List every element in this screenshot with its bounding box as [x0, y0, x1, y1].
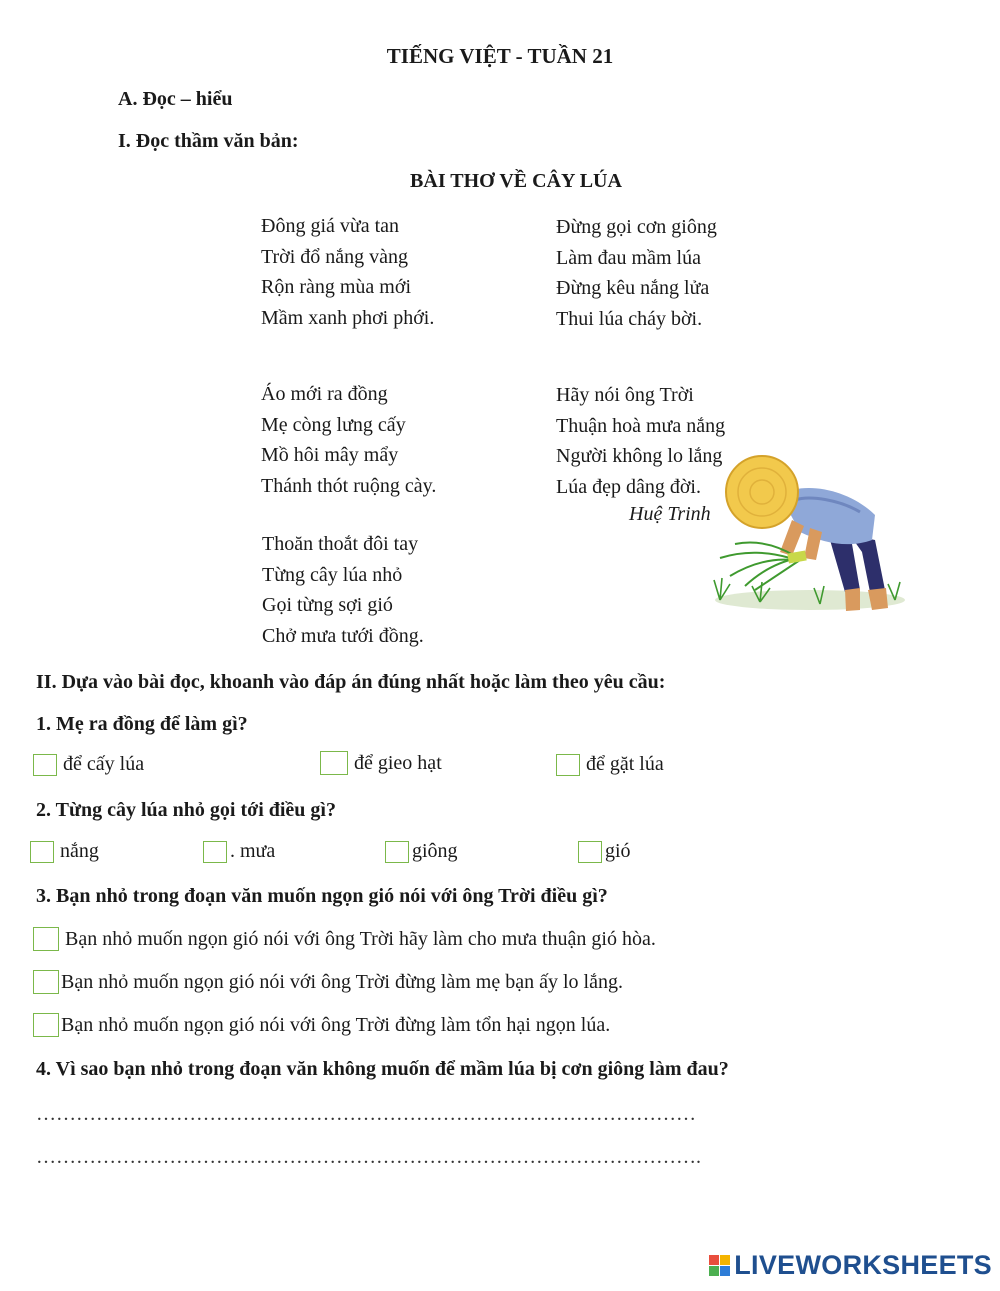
- section-a-heading: A. Đọc – hiểu: [118, 88, 233, 110]
- poem-stanza-3: [262, 529, 424, 651]
- option-label: . mưa: [230, 840, 276, 862]
- poem-line: Mồ hôi mây mẩy: [261, 444, 399, 466]
- section-ii-heading: II. Dựa vào bài đọc, khoanh vào đáp án đúng nhất hoặc làm theo yêu cầu:: [36, 671, 666, 693]
- q3-option-1[interactable]: [33, 927, 656, 951]
- option-label: để cấy lúa: [63, 753, 145, 775]
- checkbox[interactable]: [556, 754, 580, 776]
- poem-line: Từng cây lúa nhỏ: [262, 563, 403, 586]
- q1-option-3[interactable]: [556, 753, 664, 776]
- poem-line: Thoăn thoắt đôi tay: [262, 533, 419, 555]
- poem-line: Chở mưa tưới đồng.: [262, 624, 424, 647]
- question-4: 4. Vì sao bạn nhỏ trong đoạn văn không muốn để mầm lúa bị cơn giông làm đau?: [36, 1058, 729, 1080]
- worksheet-title: TIẾNG VIỆT - TUẦN 21: [386, 44, 614, 68]
- poem-stanza-2: [261, 379, 436, 501]
- q1-option-1[interactable]: [33, 753, 144, 776]
- poem-stanza-1: [261, 211, 434, 333]
- option-label: Bạn nhỏ muốn ngọn gió nói với ông Trời đừng làm tổn hại ngọn lúa.: [61, 1013, 611, 1036]
- liveworksheets-logo-icon: [709, 1255, 730, 1276]
- section-i-heading: I. Đọc thầm văn bản:: [118, 130, 299, 152]
- poem-line: Đông giá vừa tan: [261, 215, 400, 237]
- poem-line: Người không lo lắng: [556, 445, 723, 467]
- poem-line: Áo mới ra đồng: [261, 383, 388, 405]
- option-label: gió: [605, 840, 631, 862]
- option-label: để gieo hạt: [354, 751, 442, 774]
- q1-option-2[interactable]: [320, 751, 442, 775]
- checkbox[interactable]: [33, 927, 59, 951]
- poem-line: Thuận hoà mưa nắng: [556, 414, 726, 437]
- logo-text: LIVEWORKSHEETS: [734, 1250, 992, 1280]
- question-1: 1. Mẹ ra đồng để làm gì?: [36, 713, 248, 735]
- poem-line: Hãy nói ông Trời: [556, 384, 694, 406]
- option-label: giông: [412, 840, 458, 862]
- poem-line: Trời đổ nắng vàng: [261, 245, 409, 268]
- checkbox[interactable]: [385, 841, 409, 863]
- poem-title: BÀI THƠ VỀ CÂY LÚA: [410, 170, 622, 192]
- poem-line: Rộn ràng mùa mới: [261, 276, 411, 298]
- question-2: 2. Từng cây lúa nhỏ gọi tới điều gì?: [36, 799, 336, 821]
- checkbox[interactable]: [578, 841, 602, 863]
- question-3: 3. Bạn nhỏ trong đoạn văn muốn ngọn gió nói với ông Trời điều gì?: [36, 885, 608, 907]
- poem-stanza-4: [556, 212, 717, 334]
- q3-option-3[interactable]: [33, 1013, 610, 1037]
- liveworksheets-logo: [709, 1250, 992, 1281]
- checkbox[interactable]: [33, 970, 59, 994]
- checkbox[interactable]: [320, 751, 348, 775]
- option-label: nắng: [60, 840, 99, 862]
- poem-line: Gọi từng sợi gió: [262, 594, 393, 616]
- q3-option-2[interactable]: [33, 970, 623, 994]
- q2-option-2[interactable]: [203, 840, 275, 863]
- poem-line: Thui lúa cháy bời.: [556, 307, 703, 330]
- option-label: Bạn nhỏ muốn ngọn gió nói với ông Trời đừng làm mẹ bạn ấy lo lắng.: [61, 970, 623, 993]
- option-label: Bạn nhỏ muốn ngọn gió nói với ông Trời hãy làm cho mưa thuận gió hòa.: [65, 927, 656, 950]
- q2-option-4[interactable]: [578, 840, 631, 863]
- poem-line: Mầm xanh phơi phới.: [261, 306, 435, 329]
- answer-line-2[interactable]: ……………………………………………………………………………………….: [36, 1146, 701, 1168]
- poem-author: Huệ Trinh: [629, 503, 711, 525]
- poem-line: Thánh thót ruộng cày.: [261, 474, 437, 497]
- q2-option-1[interactable]: [30, 840, 99, 863]
- checkbox[interactable]: [30, 841, 54, 863]
- rice-farmer-illustration: [700, 440, 910, 620]
- poem-line: Đừng kêu nắng lửa: [556, 277, 710, 299]
- poem-line: Lúa đẹp dâng đời.: [556, 475, 701, 498]
- checkbox[interactable]: [33, 1013, 59, 1037]
- option-label: để gặt lúa: [586, 753, 664, 775]
- poem-line: Đừng gọi cơn giông: [556, 216, 717, 238]
- checkbox[interactable]: [33, 754, 57, 776]
- q2-option-3[interactable]: [385, 840, 458, 863]
- poem-line: Mẹ còng lưng cấy: [261, 413, 406, 436]
- checkbox[interactable]: [203, 841, 227, 863]
- poem-line: Làm đau mầm lúa: [556, 246, 701, 269]
- answer-line-1[interactable]: ………………………………………………………………………………………: [36, 1103, 696, 1125]
